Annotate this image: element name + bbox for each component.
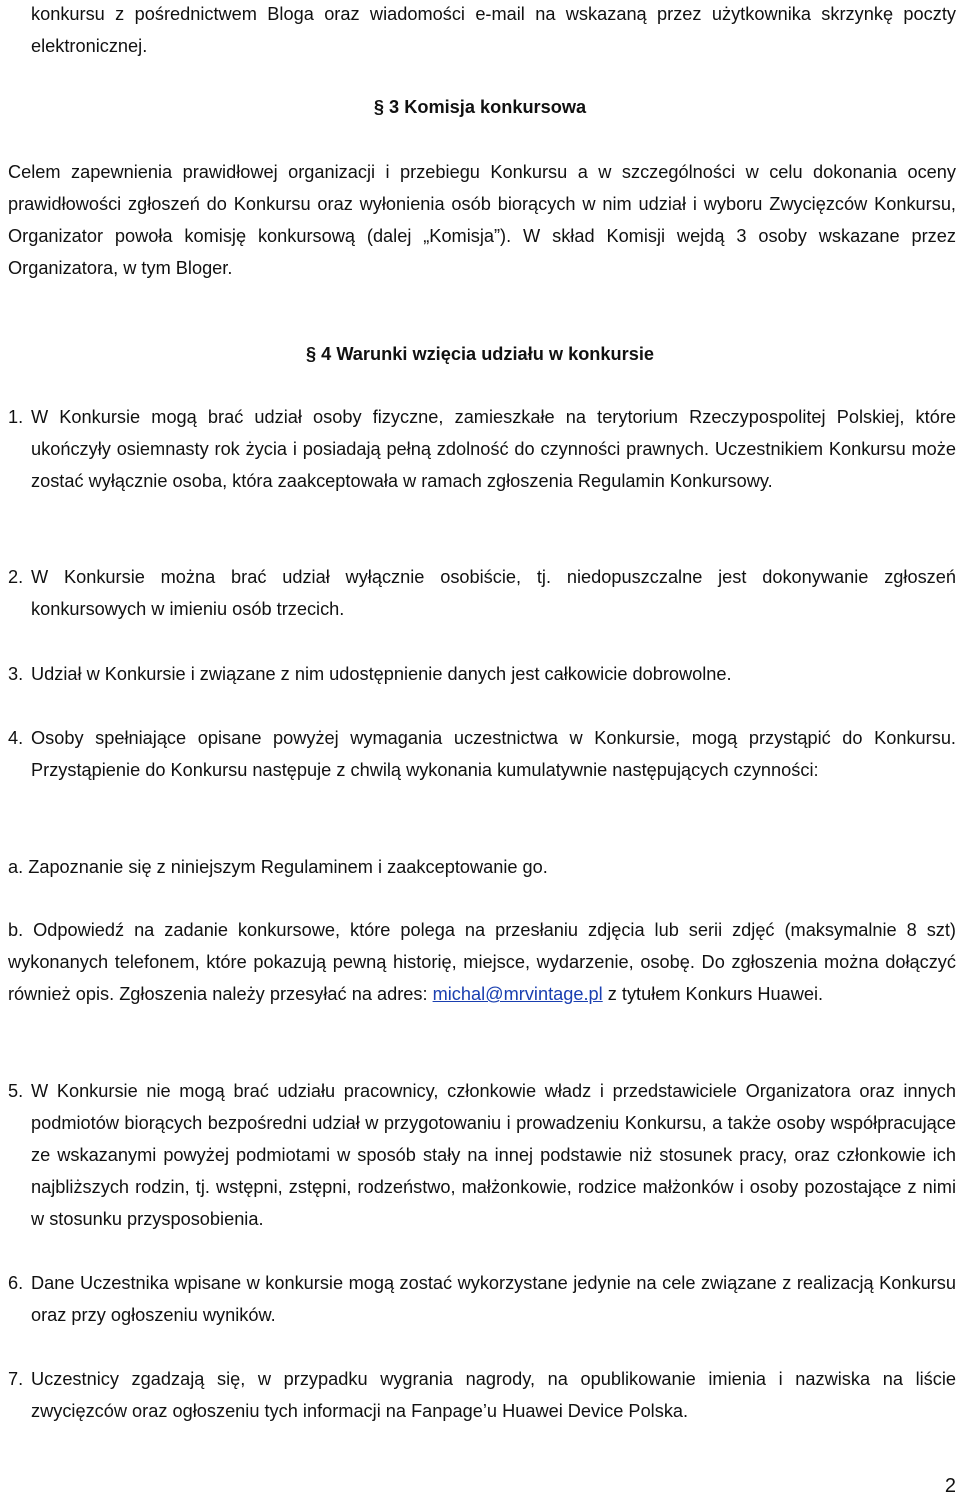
list-item-4 [8,722,956,786]
list-item-6 [8,1267,956,1331]
sub-item-b [8,914,956,1010]
list-item-text: Uczestnicy zgadzają się, w przypadku wygrania nagrody, na opublikowanie imienia i nazwiska na liście zwycięzców oraz ogłoszeniu tych informacji na Fanpage’u Huawei Device Polska. [31,1369,956,1421]
list-item-number: 4. [8,728,24,748]
sub-item-a: a. Zapoznanie się z niniejszym Regulaminem i zaakceptowanie go. [8,857,548,877]
sub-item-b-text: b. Odpowiedź na zadanie konkursowe, które polega na przesłaniu zdjęcia lub serii zdjęć (maksymalnie 8 szt) wykonanych telefonem, które pokazują pewną historię, miejsce, wydarzenie, osobę. Do zgłoszenia można dołączyć również opis. Zgłoszenia należy przesyłać na adres: [8,920,956,1004]
list-item-text: Osoby spełniające opisane powyżej wymagania uczestnictwa w Konkursie, mogą przystąpić do Konkursu. Przystąpienie do Konkursu następuje z chwilą wykonania kumulatywnie następujących czynności: [31,728,956,780]
email-link[interactable]: michal@mrvintage.pl [432,984,603,1004]
list-item-text: Udział w Konkursie i związane z nim udostępnienie danych jest całkowicie dobrowolne. [31,664,732,684]
list-item-number: 2. [8,567,24,587]
list-item-number: 3. [8,664,24,684]
list-item-2 [8,561,956,625]
intro-paragraph: konkursu z pośrednictwem Bloga oraz wiadomości e-mail na wskazaną przez użytkownika skrzynkę poczty elektronicznej. [31,4,956,56]
list-item-7 [8,1363,956,1427]
list-item-number: 6. [8,1273,24,1293]
list-item-number: 5. [8,1081,24,1101]
list-item-1 [8,401,956,497]
section-4-heading: § 4 Warunki wzięcia udziału w konkursie [305,344,655,364]
list-item-number: 1. [8,407,24,427]
sub-item-b-text-after: z tytułem Konkurs Huawei. [602,984,824,1004]
page-number: 2 [944,1475,956,1497]
list-item-number: 7. [8,1369,24,1389]
list-item-3 [8,658,956,690]
list-item-text: W Konkursie nie mogą brać udziału pracownicy, członkowie władz i przedstawiciele Organizatora oraz innych podmiotów biorących bezpośredni udział w przygotowaniu i prowadzeniu Konkursu, a także osoby współpracujące ze wskazanymi powyżej podmiotami w sposób stały na innej podstawie niż stosunek pracy, oraz członkowie ich najbliższych rodzin, tj. wstępni, zstępni, rodzeństwo, małżonkowie, rodzice małżonków i osoby pozostające z nimi w stosunku przysposobienia. [31,1081,956,1229]
list-item-text: W Konkursie mogą brać udział osoby fizyczne, zamieszkałe na terytorium Rzeczypospolitej Polskiej, które ukończyły osiemnasty rok życia i posiadają pełną zdolność do czynności prawnych. Uczestnikiem Konkursu może zostać wyłącznie osoba, która zaakceptowała w ramach zgłoszenia Regulamin Konkursowy. [31,407,956,491]
list-item-5 [8,1075,956,1235]
list-item-text: W Konkursie można brać udział wyłącznie osobiście, tj. niedopuszczalne jest dokonywanie zgłoszeń konkursowych w imieniu osób trzecich. [31,567,956,619]
section-3-heading: § 3 Komisja konkursowa [373,97,587,117]
list-item-text: Dane Uczestnika wpisane w konkursie mogą zostać wykorzystane jedynie na cele związane z realizacją Konkursu oraz przy ogłoszeniu wyników. [31,1273,956,1325]
section-3-paragraph: Celem zapewnienia prawidłowej organizacji i przebiegu Konkursu a w szczególności w celu dokonania oceny prawidłowości zgłoszeń do Konkursu oraz wyłonienia osób biorących w nim udział i wyboru Zwycięzców Konkursu, Organizator powoła komisję konkursową (dalej „Komisja”). W skład Komisji wejdą 3 osoby wskazane przez Organizatora, w tym Bloger. [8,162,956,278]
